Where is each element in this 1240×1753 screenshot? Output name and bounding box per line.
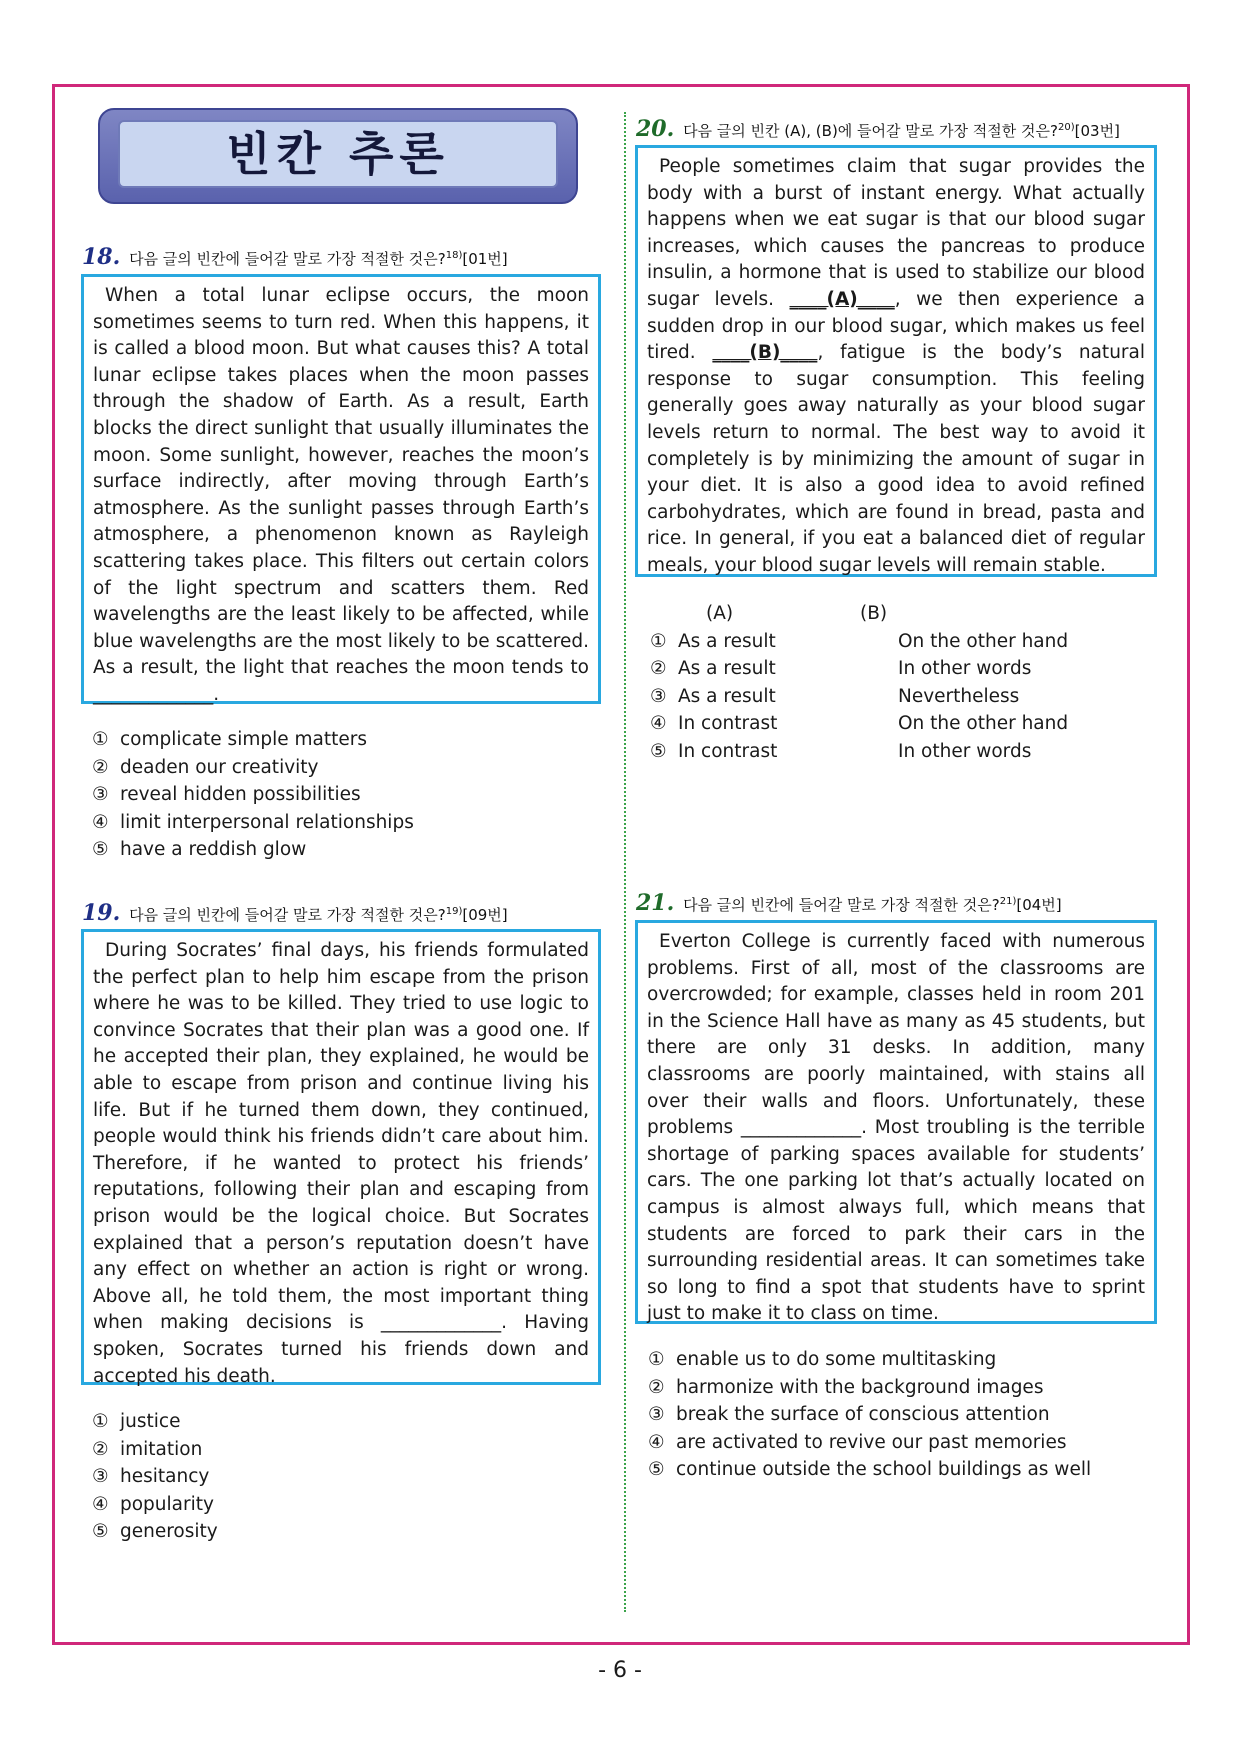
question-prompt: 다음 글의 빈칸에 들어갈 말로 가장 적절한 것은? bbox=[129, 250, 446, 268]
option[interactable]: ① complicate simple matters bbox=[92, 729, 367, 750]
question-21-options bbox=[648, 1346, 1091, 1484]
question-number: 21. bbox=[636, 890, 675, 916]
option[interactable]: ⑤ have a reddish glow bbox=[92, 839, 307, 860]
question-20-header bbox=[636, 116, 1120, 142]
question-source: [03번] bbox=[1074, 122, 1120, 140]
option[interactable]: ④ are activated to revive our past memories bbox=[648, 1431, 1067, 1453]
question-19-options bbox=[92, 1408, 218, 1546]
footnote-mark: 19) bbox=[445, 906, 463, 917]
passage-text: People sometimes claim that sugar provides the body with a burst of instant energy. What actually happens when we eat sugar is that our blood sugar increases, which causes the pancreas to produce insulin, a hormone that is used to stabilize our blood sugar levels. ____(A)____, we then experience a sudden drop in our blood sugar, which makes us feel tired. ____(B)____, fatigue is the body’s natural response to sugar consumption. This feeling generally goes away naturally as your blood sugar levels return to normal. The best way to avoid it completely is by minimizing the amount of sugar in your diet. It is also a good idea to avoid refined carbohydrates, which are found in bread, pasta and rice. In general, if you eat a balanced diet of regular meals, your blood sugar levels will remain stable. bbox=[647, 156, 1145, 576]
option[interactable]: ③ reveal hidden possibilities bbox=[92, 784, 361, 805]
question-21-header bbox=[636, 890, 1062, 916]
passage-text: When a total lunar eclipse occurs, the moon sometimes seems to turn red. When this happens, it is called a blood moon. But what causes this? A total lunar eclipse takes places when the moon passes through the shadow of Earth. As a result, Earth blocks the direct sunlight that usually illuminates the moon. Some sunlight, however, reaches the moon’s surface indirectly, after moving through Earth’s atmosphere. As the sunlight passes through Earth’s atmosphere, a phenomenon known as Rayleigh scattering takes place. This filters out certain colors of the light spectrum and scatters them. Red wavelengths are the least likely to be affected, while blue wavelengths are the most likely to be scattered. As a result, the light that reaches the moon tends to _____________. bbox=[93, 285, 589, 705]
question-source: [01번] bbox=[462, 250, 508, 268]
option[interactable]: ⑤ In contrast In other words bbox=[650, 740, 1032, 762]
question-18-passage bbox=[81, 274, 601, 704]
option[interactable]: ④ In contrast On the other hand bbox=[650, 713, 1069, 734]
option[interactable]: ② imitation bbox=[92, 1438, 203, 1460]
option[interactable]: ③ As a result Nevertheless bbox=[650, 685, 1020, 707]
option[interactable]: ④ popularity bbox=[92, 1493, 214, 1515]
option[interactable]: ② deaden our creativity bbox=[92, 756, 319, 778]
column-divider bbox=[624, 112, 626, 1612]
question-source: [09번] bbox=[462, 906, 508, 924]
option[interactable]: ② As a result In other words bbox=[650, 658, 1032, 679]
page-title: 빈칸 추론 bbox=[118, 120, 558, 188]
passage-text: During Socrates’ final days, his friends formulated the perfect plan to help him escape from the prison where he was to be killed. They tried to use logic to convince Socrates that their plan was a good one. If he accepted their plan, they explained, he would be able to escape from prison and continue living his life. But if he turned them down, they continued, people would think his friends didn’t care about him. Therefore, if he wanted to protect his friends’ reputations, following their plan and escaping from prison would be the logical choice. But Socrates explained that a person’s reputation doesn’t have any effect on whether an action is right or wrong. Above all, he told them, the most important thing when making decisions is _____________. Having spoken, Socrates turned his friends down and accepted his death. bbox=[93, 940, 589, 1387]
option[interactable]: ② harmonize with the background images bbox=[648, 1376, 1044, 1398]
footnote-mark: 20) bbox=[1057, 122, 1075, 133]
question-18-header bbox=[82, 244, 508, 270]
question-19-header bbox=[82, 900, 508, 926]
question-number: 18. bbox=[82, 244, 121, 270]
option[interactable]: ⑤ generosity bbox=[92, 1521, 218, 1542]
question-source: [04번] bbox=[1016, 896, 1062, 914]
option[interactable]: ③ hesitancy bbox=[92, 1466, 210, 1487]
passage-text: Everton College is currently faced with numerous problems. First of all, most of the classrooms are overcrowded; for example, classes held in room 201 in the Science Hall have as many as 45 students, but there are only 31 desks. In addition, many classrooms are poorly maintained, with stains all over their walls and floors. Unfortunately, these problems _____________. Most troubling is the terrible shortage of parking spaces available for students’ cars. The one parking lot that’s actually located on campus is almost always full, which means that students are forced to park their cars in the surrounding residential areas. It can sometimes take so long to find a spot that students have to sprint just to make it to class on time. bbox=[647, 931, 1145, 1325]
footnote-mark: 21) bbox=[999, 896, 1017, 907]
blank-b: ____(B)____ bbox=[712, 342, 818, 364]
question-prompt: 다음 글의 빈칸 (A), (B)에 들어갈 말로 가장 적절한 것은? bbox=[683, 122, 1058, 140]
option[interactable]: ⑤ continue outside the school buildings as well bbox=[648, 1459, 1092, 1480]
question-number: 19. bbox=[82, 900, 121, 926]
question-prompt: 다음 글의 빈칸에 들어갈 말로 가장 적절한 것은? bbox=[129, 906, 446, 924]
option[interactable]: ① enable us to do some multitasking bbox=[648, 1349, 997, 1370]
option[interactable]: ④ limit interpersonal relationships bbox=[92, 811, 414, 833]
option[interactable]: ③ break the surface of conscious attention bbox=[648, 1404, 1050, 1425]
question-number: 20. bbox=[636, 116, 675, 142]
question-19-passage bbox=[81, 929, 601, 1385]
question-20-options bbox=[650, 600, 1068, 765]
question-prompt: 다음 글의 빈칸에 들어갈 말로 가장 적절한 것은? bbox=[683, 896, 1000, 914]
question-21-passage bbox=[635, 920, 1157, 1324]
option[interactable]: ① As a result On the other hand bbox=[650, 630, 1069, 652]
option[interactable]: ① justice bbox=[92, 1411, 181, 1432]
footnote-mark: 18) bbox=[445, 250, 463, 261]
options-header: (A) (B) bbox=[706, 603, 888, 624]
page-number: - 6 - bbox=[598, 1658, 642, 1683]
blank-a: ____(A)____ bbox=[789, 288, 895, 310]
question-18-options bbox=[92, 726, 414, 864]
question-20-passage bbox=[635, 145, 1157, 577]
